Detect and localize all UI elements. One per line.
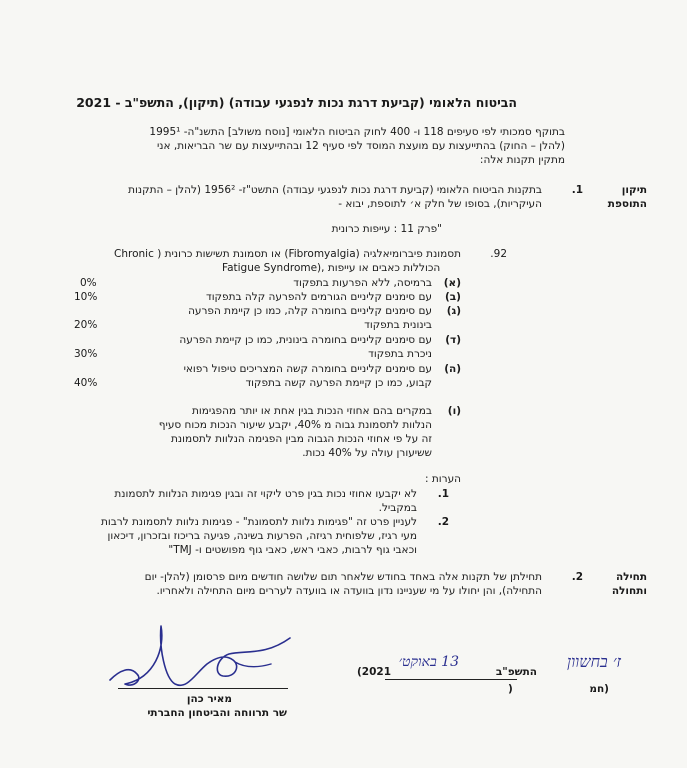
note1-number: .1 [437, 488, 449, 500]
note2-number: .2 [437, 516, 449, 528]
date-label: התשפ"ב [495, 666, 537, 678]
subitem-e-text-1: עם סימנים קליניים בחומרה קשה המצריכים טיפול רפואי [183, 363, 432, 375]
item92-number: .92 [490, 248, 507, 260]
item92-line-2: Fatigue Syndrome), הכוללות כאבים או עייפות [222, 262, 441, 274]
subitem-c-letter: (ג) [446, 305, 461, 317]
notes-heading: הערות : [425, 473, 461, 485]
subitem-c-percent: 20% [74, 319, 98, 331]
date-year: (2021 [357, 666, 392, 678]
section2-text-line-2: התחילה), והן יחולו על מי שעניינו נדון בוועדה או בוועדה לעררים מיום התחילה ולאחריו. [156, 585, 542, 597]
signatory-role: שר תרווחה והביטחון החברתי [147, 707, 287, 719]
note1-line-1: לא יקבעו אחוזי נכות בגין פרט ליקוי זה ובגין פגימות הנלוות לתסמונת [114, 488, 417, 500]
subitem-d-text-2: ניכרת בתפקוד [368, 348, 432, 360]
note2-line-3: וכאבי גוף לרבות, כאבי ראש, כאבי גוף מפושטים ו- TMJ" [168, 544, 417, 556]
section2-side-label-2: ותחולה [611, 585, 647, 597]
subitem-c-text-1: עם סימנים קליניים בחומרה קלה, כמו כן קיימת הפרעה [188, 305, 432, 317]
subitem-f-letter: (ו) [447, 405, 461, 417]
subitem-f-text-3: זה על פי אחוזי הנכות הגבוה מבין הפגימה הנלוות לתסמונת [171, 433, 432, 445]
preamble-line-2: (להלן – החוק) בהתייעצות עם מועצת המוסד לפי סעיף 12 ובהתייעצות עם שר הבריאות, אני [156, 140, 565, 152]
item92-line-1: תסמונת פיברומיאלגיה (Fibromyalgia) או תסמונת תשישות כרונית ( Chronic [114, 248, 461, 260]
date-gregorian-handwritten: 13 באוקט׳ [398, 654, 459, 670]
preamble-line-3: מתקין תקנות אלה: [479, 154, 565, 166]
signature-line [118, 688, 288, 689]
signature-image [95, 618, 315, 698]
hm-label: (חמ [589, 683, 609, 695]
subitem-b-percent: 10% [74, 291, 98, 303]
subitem-d-text-1: עם סימנים קליניים בחומרה בינונית, כמו כן קיימת הפרעה [179, 334, 432, 346]
section2-number: .2 [571, 571, 583, 583]
subitem-f-text-1: במקרים בהם אחוזי הנכות בגין אחת או יותר מהפגימות [191, 405, 432, 417]
section1-text-line-1: בתקנות הביטוח הלאומי (קביעת דרגת נכות לנפגעי עבודה) התשט"ז- 1956² (להלן – התקנות [128, 184, 542, 196]
date-hebrew-handwritten: ז׳ בחשוון [566, 652, 621, 671]
subitem-e-percent: 40% [74, 377, 98, 389]
note1-line-2: במקביל. [378, 502, 417, 514]
section1-text-line-2: העיקריות), בסופו של חלק א׳ לתוספת, יבוא - [338, 198, 542, 210]
document-title: הביטוח הלאומי (קביעת דרגת נכות לנפגעי עבודה) (תיקון), התשפ"ב - 2021 [76, 95, 517, 110]
subitem-d-letter: (ד) [445, 334, 461, 346]
subitem-b-letter: (ב) [444, 291, 461, 303]
preamble-line-1: בתוקף סמכותי לפי סעיפים 118 ו- 400 לחוק הביטוח הלאומי [נוסח משולב] התשנ"ה- 1995¹ [149, 126, 565, 138]
subitem-d-percent: 30% [74, 348, 98, 360]
signatory-name: מאיר כהן [186, 693, 232, 705]
subitem-f-text-2: הנלוות לתסמונת גבוה מ 40%, יקבע שיעור הנכות מכוח סעיף [158, 419, 432, 431]
chapter-heading: "פרק 11 : עייפות כרונית [331, 223, 442, 235]
subitem-f-text-4: ששיעורן עולה על 40% נכות. [302, 447, 432, 459]
subitem-e-text-2: קבוע, כמו כן קיימת הפרעה קשה בתפקוד [245, 377, 432, 389]
subitem-e-letter: (ה) [444, 363, 461, 375]
subitem-a-percent: 0% [80, 277, 97, 289]
hm-paren: ) [508, 683, 513, 695]
note2-line-1: לעניין פרט זה "פגימות נלוות לתסמונת" - פגימות נלוות לתסמונת לרבות [100, 516, 417, 528]
subitem-c-text-2: בינונית בתפקוד [364, 319, 432, 331]
section2-text-line-1: תחילתן של תקנות אלה באחד בחודש שלאחר תום שלושה חודשים מיום פרסומן (להלן- יום [144, 571, 542, 583]
section2-side-label-1: תחילה [615, 571, 647, 583]
date-underline [385, 679, 517, 680]
section1-side-label-2: התוספת [607, 198, 647, 210]
subitem-b-text: עם סימנים קליניים הגורמים להפרעה קלה בתפקוד [205, 291, 432, 303]
subitem-a-letter: (א) [443, 277, 461, 289]
section1-number: .1 [571, 184, 583, 196]
section1-side-label-1: תיקון [621, 184, 647, 196]
note2-line-2: מעי רגיז, שלפוחית רגיזה, הפרעות בשינה, פגיעה בריכוז ובזכרון, דיכאון [107, 530, 417, 542]
subitem-a-text: ברמיסה, ללא הפרעות בתפקוד [293, 277, 432, 289]
